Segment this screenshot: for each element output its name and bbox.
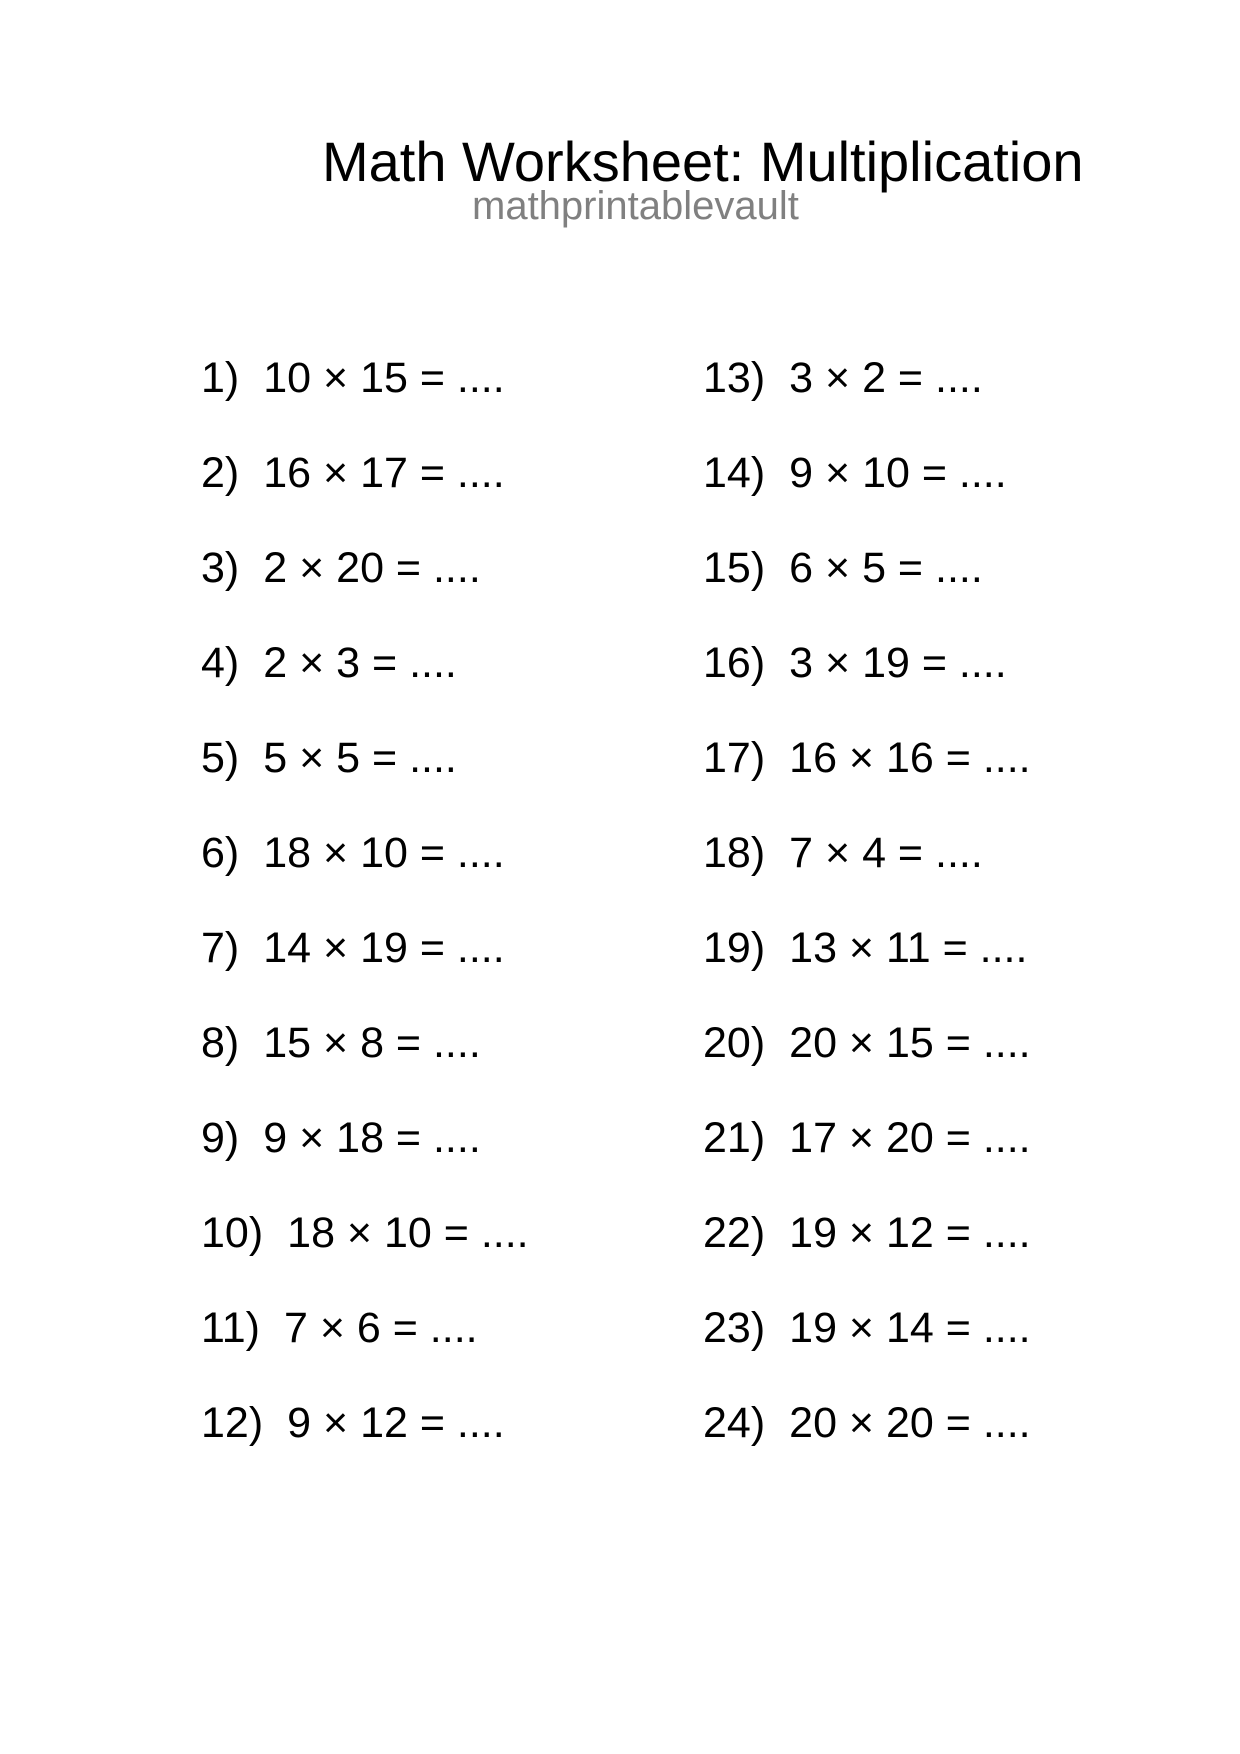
problem-number: 13) [703, 354, 766, 402]
problem-expression: 20 × 15 = .... [789, 1019, 1031, 1067]
problem-item [703, 924, 1031, 1019]
problem-expression: 18 × 10 = .... [263, 829, 505, 877]
problem-number: 11) [201, 1304, 260, 1352]
problem-expression: 7 × 6 = .... [283, 1304, 478, 1352]
problem-number: 2) [201, 449, 240, 497]
problem-number: 3) [201, 544, 240, 592]
problem-expression: 13 × 11 = .... [789, 924, 1028, 972]
problem-number: 7) [201, 924, 240, 972]
problem-item [201, 1114, 529, 1209]
problem-expression: 3 × 19 = .... [789, 639, 1007, 687]
problem-item [703, 1304, 1031, 1399]
problem-item [201, 639, 529, 734]
problem-expression: 16 × 16 = .... [789, 734, 1031, 782]
problem-item [201, 1399, 529, 1494]
problem-item [703, 1209, 1031, 1304]
problem-number: 21) [703, 1114, 766, 1162]
problem-number: 6) [201, 829, 240, 877]
problem-item [703, 829, 1031, 924]
problem-item [201, 829, 529, 924]
problem-item [703, 1114, 1031, 1209]
problem-number: 9) [201, 1114, 240, 1162]
problem-number: 24) [703, 1399, 766, 1447]
problem-item [703, 1399, 1031, 1494]
problem-expression: 18 × 10 = .... [287, 1209, 529, 1257]
page-subtitle: mathprintablevault [472, 184, 799, 228]
problem-number: 19) [703, 924, 766, 972]
problem-number: 22) [703, 1209, 766, 1257]
problem-item [201, 354, 529, 449]
problem-expression: 19 × 14 = .... [789, 1304, 1031, 1352]
problem-column-left [201, 354, 529, 1494]
problem-number: 15) [703, 544, 766, 592]
problem-expression: 16 × 17 = .... [263, 449, 505, 497]
problem-expression: 3 × 2 = .... [789, 354, 983, 402]
problem-item [703, 449, 1031, 544]
problem-expression: 15 × 8 = .... [263, 1019, 481, 1067]
problem-expression: 5 × 5 = .... [263, 734, 457, 782]
problem-item [201, 1019, 529, 1114]
problem-item [703, 734, 1031, 829]
problem-expression: 20 × 20 = .... [789, 1399, 1031, 1447]
problem-expression: 14 × 19 = .... [263, 924, 505, 972]
problem-expression: 19 × 12 = .... [789, 1209, 1031, 1257]
problem-item [703, 354, 1031, 449]
problem-number: 5) [201, 734, 240, 782]
problem-expression: 10 × 15 = .... [263, 354, 505, 402]
problem-item [201, 544, 529, 639]
problem-expression: 9 × 12 = .... [287, 1399, 505, 1447]
problem-expression: 2 × 20 = .... [263, 544, 481, 592]
problem-column-right [703, 354, 1031, 1494]
problem-expression: 6 × 5 = .... [789, 544, 983, 592]
problem-expression: 9 × 10 = .... [789, 449, 1007, 497]
problem-item [201, 924, 529, 1019]
problem-number: 1) [201, 354, 240, 402]
problem-number: 8) [201, 1019, 240, 1067]
problem-number: 18) [703, 829, 766, 877]
problem-number: 14) [703, 449, 766, 497]
problem-number: 17) [703, 734, 766, 782]
problem-expression: 9 × 18 = .... [263, 1114, 481, 1162]
problem-item [703, 544, 1031, 639]
problem-expression: 17 × 20 = .... [789, 1114, 1031, 1162]
problem-item [703, 1019, 1031, 1114]
problem-item [201, 734, 529, 829]
problem-number: 23) [703, 1304, 766, 1352]
problem-number: 4) [201, 639, 240, 687]
problem-number: 20) [703, 1019, 766, 1067]
page-title: Math Worksheet: Multiplication [322, 129, 1084, 193]
problem-item [201, 1304, 529, 1399]
problem-item [703, 639, 1031, 734]
problem-expression: 2 × 3 = .... [263, 639, 457, 687]
problem-number: 12) [201, 1399, 264, 1447]
problem-expression: 7 × 4 = .... [789, 829, 983, 877]
problem-number: 10) [201, 1209, 264, 1257]
problem-item [201, 1209, 529, 1304]
problem-number: 16) [703, 639, 766, 687]
problem-item [201, 449, 529, 544]
